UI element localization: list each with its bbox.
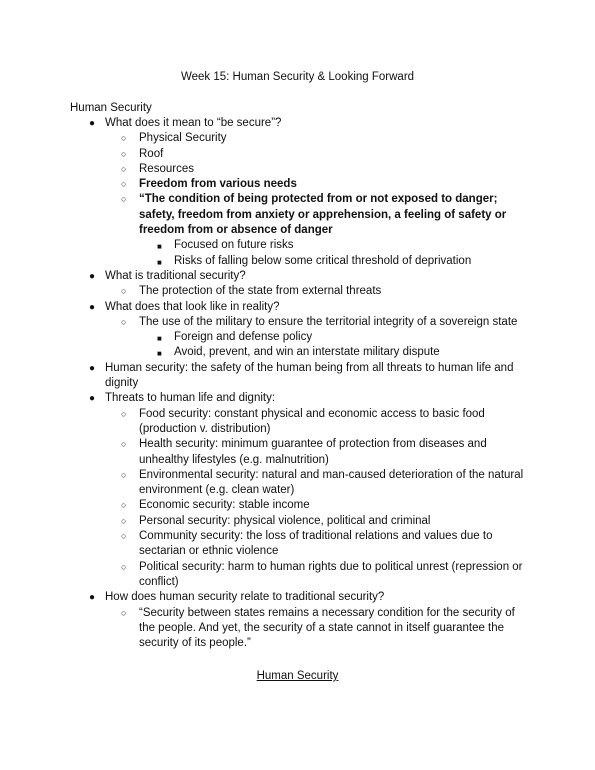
document-title: Week 15: Human Security & Looking Forward: [180, 71, 415, 83]
outline-item-level-2: [121, 498, 529, 513]
bullet-icon: ■: [157, 257, 162, 267]
bullet-icon: ○: [121, 500, 127, 511]
bullet-icon: ●: [89, 270, 96, 282]
outline-item-text: Focused on future risks: [174, 239, 294, 252]
outline-item-text: Foreign and defense policy: [174, 331, 313, 344]
bullet-icon: ○: [121, 561, 127, 572]
outline-item-level-2: [121, 192, 529, 238]
bullet-icon: ○: [121, 286, 127, 297]
bullet-icon: ○: [121, 316, 127, 327]
outline-item-text: Avoid, prevent, and win an interstate military dispute: [174, 346, 440, 359]
outline-item-level-2: [121, 147, 529, 162]
bullet-icon: ●: [89, 362, 96, 374]
bullet-icon: ○: [121, 607, 127, 618]
bullet-icon: ○: [121, 148, 127, 159]
bullet-icon: ○: [121, 133, 127, 144]
outline-item-level-1: [89, 116, 523, 131]
outline-item-level-3: [157, 238, 524, 253]
outline-item-text: Human security: the safety of the human being from all threats to human life and dignity: [105, 361, 514, 390]
outline-item-text: Community security: the loss of traditional relations and values due to sectarian or ethnic violence: [139, 530, 493, 558]
outline-item-level-3: [157, 254, 524, 269]
outline-item-text: What does it mean to “be secure”?: [105, 117, 282, 129]
outline-item-text: Health security: minimum guarantee of protection from diseases and unhealthy lifestyles (e.g. malnutrition): [139, 438, 487, 466]
outline-item-text: Resources: [139, 162, 194, 175]
outline-item-text: Personal security: physical violence, political and criminal: [139, 514, 431, 527]
outline-item-level-2: [121, 560, 529, 591]
outline-item-level-2: [121, 437, 529, 468]
outline-item-level-2: [121, 514, 529, 529]
outline-item-text: Political security: harm to human rights due to political unrest (repression or conflict): [139, 560, 523, 588]
bullet-icon: ■: [157, 242, 162, 252]
bullet-icon: ○: [121, 469, 127, 480]
bullet-icon: ■: [157, 349, 162, 359]
outline-item-text: The use of the military to ensure the territorial integrity of a sovereign state: [139, 315, 518, 328]
outline-item-level-1: [89, 300, 523, 315]
outline-item-level-2: [121, 162, 529, 177]
bullet-icon: ○: [121, 531, 127, 542]
bullet-icon: ■: [157, 334, 162, 344]
outline-item-text: The protection of the state from external threats: [139, 285, 382, 298]
bullet-icon: ●: [89, 301, 96, 313]
footer-link[interactable]: Human Security: [256, 670, 339, 682]
outline-item-level-3: [157, 345, 524, 360]
outline-item-level-1: [89, 590, 523, 605]
outline-item-text: What is traditional security?: [105, 269, 246, 282]
outline-item-level-2: [121, 407, 529, 438]
outline-item-level-1: [89, 269, 523, 284]
outline-item-text: Food security: constant physical and economic access to basic food (production v. distribution): [139, 407, 485, 435]
outline-item-text: Environmental security: natural and man-caused deterioration of the natural environment (e.g. clean water): [139, 468, 524, 497]
outline-item-level-2: [121, 529, 529, 560]
outline-item-level-3: [157, 330, 524, 345]
bullet-icon: ○: [121, 439, 127, 450]
bullet-icon: ●: [89, 592, 96, 604]
outline-item-text: Economic security: stable income: [139, 499, 310, 512]
outline-list: [0, 116, 595, 651]
outline-item-text: Freedom from various needs: [139, 178, 297, 191]
outline-item-text: What does that look like in reality?: [105, 300, 280, 313]
outline-item-text: Risks of falling below some critical threshold of deprivation: [174, 254, 472, 267]
outline-item-level-2: [121, 131, 529, 146]
bullet-icon: ●: [89, 393, 96, 405]
bullet-icon: ○: [121, 179, 127, 190]
outline-item-level-1: [89, 391, 523, 406]
outline-item-level-2: [121, 177, 529, 192]
outline-item-text: How does human security relate to traditional security?: [105, 591, 385, 604]
outline-item-level-2: [121, 315, 529, 330]
outline-item-text: Threats to human life and dignity:: [105, 392, 276, 405]
outline-item-level-1: [89, 361, 523, 392]
outline-item-level-2: [121, 284, 529, 299]
section-heading: Human Security: [70, 102, 152, 114]
bullet-icon: ○: [121, 515, 127, 526]
bullet-icon: ○: [121, 408, 127, 419]
bullet-icon: ○: [121, 194, 127, 205]
bullet-icon: ○: [121, 163, 127, 174]
outline-item-text: “Security between states remains a necessary condition for the security of the people. And yet, the security of a state cannot in itself guarantee the security of its people.”: [139, 606, 515, 650]
outline-item-text: “The condition of being protected from or not exposed to danger; safety, freedom from anxiety or apprehension, a feeling of safety or freedom from or absence of danger: [139, 193, 507, 237]
outline-item-level-2: [121, 606, 529, 652]
outline-item-level-2: [121, 468, 529, 499]
bullet-icon: ●: [89, 118, 96, 129]
outline-item-text: Roof: [139, 147, 164, 160]
outline-item-text: Physical Security: [139, 132, 227, 145]
